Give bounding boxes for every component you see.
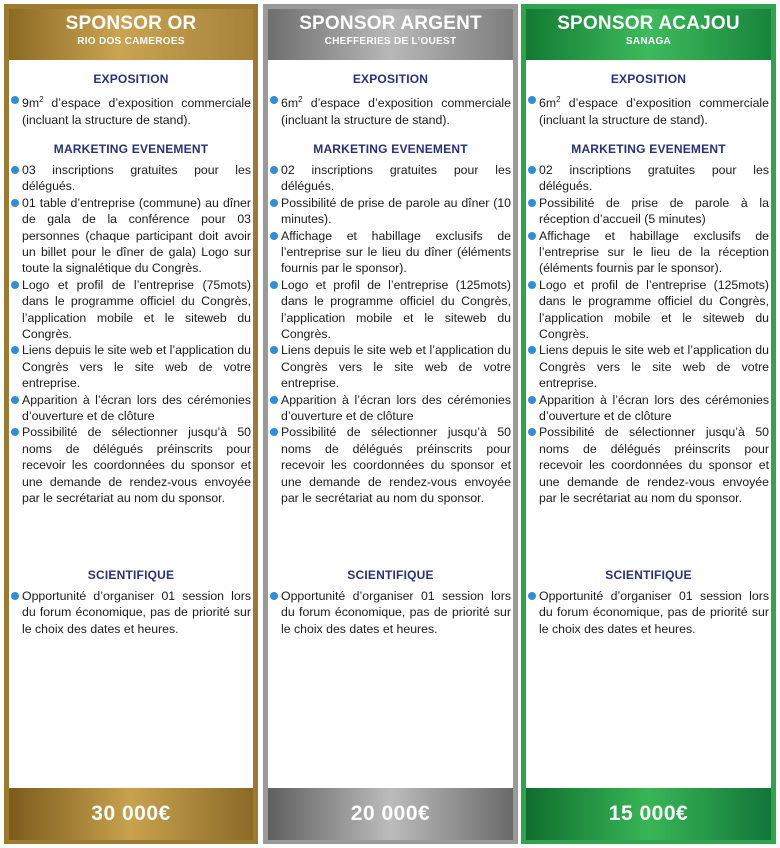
list-item-text: Liens depuis le site web et l’application du Congrès vers le site web de votre entreprise. xyxy=(539,343,769,391)
section-heading-marketing: MARKETING EVENEMENT xyxy=(571,141,726,156)
list-item-text: Possibilité de prise de parole au dîner (10 minutes). xyxy=(281,195,511,227)
bullet-icon xyxy=(528,199,536,207)
bullet-icon xyxy=(528,592,536,600)
sponsor-card-acajou xyxy=(521,4,776,844)
list-item xyxy=(270,92,511,128)
exposition-list xyxy=(528,92,769,128)
list-item-text: Logo et profil de l’entreprise (75mots) dans le programme officiel du Congrès, l’application mobile et le siteweb du Congrès. xyxy=(22,277,251,341)
card-header xyxy=(268,9,513,60)
list-item-text: Opportunité d’organiser 01 session lors du forum économique, pas de priorité sur le choix des dates et heures. xyxy=(22,588,251,636)
list-item xyxy=(528,277,769,343)
list-item-text: 02 inscriptions gratuites pour les délégués. xyxy=(539,162,769,194)
bullet-icon xyxy=(528,346,536,354)
bullet-icon xyxy=(270,166,278,174)
list-item xyxy=(270,392,511,425)
expo-size: 9m xyxy=(22,96,40,111)
list-item xyxy=(270,588,511,637)
list-item-text: Possibilité de prise de parole à la réception d’accueil (5 minutes) xyxy=(539,195,769,227)
bullet-icon xyxy=(11,96,19,104)
bullet-icon xyxy=(270,396,278,404)
list-item-text: Affichage et habillage exclusifs de l’entreprise sur le lieu de la réception (éléments fournis par le sponsor). xyxy=(539,228,769,276)
list-item xyxy=(270,162,511,195)
list-item xyxy=(11,195,251,277)
expo-size-unit: 2 xyxy=(39,95,44,104)
expo-size: 6m xyxy=(539,96,557,111)
list-item xyxy=(11,92,251,128)
section-heading-scientifique: SCIENTIFIQUE xyxy=(605,567,692,582)
list-item xyxy=(11,277,251,343)
scientifique-list xyxy=(270,588,511,637)
list-item-text: Apparition à l’écran lors des cérémonies d’ouverture et de clôture xyxy=(22,392,251,423)
list-item xyxy=(528,162,769,195)
sponsor-card-or xyxy=(4,4,258,844)
sponsor-card-argent xyxy=(263,4,518,844)
section-heading-exposition: EXPOSITION xyxy=(610,72,687,86)
list-item xyxy=(11,342,251,391)
list-item-text: Possibilité de sélectionner jusqu’à 50 noms de délégués préinscrits pour recevoir les coordonnées du sponsor et une demande de rendez-vous envoyée par le secrétariat au nom du sponsor. xyxy=(22,425,251,506)
list-item-text: Liens depuis le site web et l’application du Congrès vers le site web de votre entreprise. xyxy=(281,343,511,391)
marketing-list xyxy=(270,162,511,568)
bullet-icon xyxy=(270,199,278,207)
expo-size-unit: 2 xyxy=(556,95,561,104)
bullet-icon xyxy=(528,232,536,240)
bullet-icon xyxy=(528,96,536,104)
list-item xyxy=(11,424,251,506)
list-item-text: 03 inscriptions gratuites pour les délégués. xyxy=(22,162,251,194)
bullet-icon xyxy=(11,428,19,436)
list-item-text: Opportunité d’organiser 01 session lors du forum économique, pas de priorité sur le choix des dates et heures. xyxy=(281,588,511,636)
list-item-text: Affichage et habillage exclusifs de l’entreprise sur le lieu du dîner (éléments fournis par le sponsor). xyxy=(281,228,511,276)
section-heading-marketing: MARKETING EVENEMENT xyxy=(313,141,468,156)
marketing-list xyxy=(528,162,769,568)
expo-text: d’espace d’exposition commerciale (incluant la structure de stand). xyxy=(22,96,251,127)
list-item xyxy=(270,228,511,277)
exposition-list xyxy=(270,92,511,128)
bullet-icon xyxy=(270,592,278,600)
card-body xyxy=(526,60,771,788)
list-item-text: Apparition à l’écran lors des cérémonies d’ouverture et de clôture xyxy=(281,392,511,423)
list-item-text: 02 inscriptions gratuites pour les délégués. xyxy=(281,162,511,194)
bullet-icon xyxy=(270,232,278,240)
card-title: SPONSOR OR xyxy=(65,13,197,34)
bullet-icon xyxy=(528,396,536,404)
expo-text: d’espace d’exposition commerciale (incluant la structure de stand). xyxy=(281,96,511,127)
bullet-icon xyxy=(270,96,278,104)
list-item xyxy=(528,195,769,228)
scientifique-list xyxy=(528,588,769,637)
section-heading-scientifique: SCIENTIFIQUE xyxy=(347,567,434,582)
card-body xyxy=(268,60,513,788)
price-banner: 30 000€ xyxy=(9,788,253,840)
section-heading-exposition: EXPOSITION xyxy=(352,72,429,86)
list-item xyxy=(11,162,251,195)
list-item-text: 01 table d’entreprise (commune) au dîner de gala de la conférence pour 03 personnes (chaque participant doit avoir un billet pour le dîner de gala) Logo sur toute la signalétique du Congrès. xyxy=(22,195,251,276)
expo-size-unit: 2 xyxy=(298,95,303,104)
list-item xyxy=(528,92,769,128)
bullet-icon xyxy=(11,592,19,600)
price-banner: 20 000€ xyxy=(268,788,513,840)
bullet-icon xyxy=(528,281,536,289)
list-item-text: Liens depuis le site web et l’application du Congrès vers le site web de votre entreprise. xyxy=(22,343,252,391)
bullet-icon xyxy=(528,166,536,174)
card-subtitle: CHEFFERIES DE L’OUEST xyxy=(324,36,457,47)
list-item xyxy=(270,277,511,343)
price-banner: 15 000€ xyxy=(526,788,771,840)
card-subtitle: RIO DOS CAMEROES xyxy=(77,36,185,47)
card-body xyxy=(9,60,253,788)
card-header xyxy=(526,9,771,60)
list-item xyxy=(11,392,251,425)
bullet-icon xyxy=(270,346,278,354)
exposition-list xyxy=(11,92,251,128)
bullet-icon xyxy=(11,199,19,207)
list-item-text: Logo et profil de l’entreprise (125mots) dans le programme officiel du Congrès, l’application mobile et le siteweb du Congrès. xyxy=(539,277,769,341)
card-title: SPONSOR ACAJOU xyxy=(557,13,740,34)
list-item-text: Logo et profil de l’entreprise (125mots) dans le programme officiel du Congrès, l’application mobile et le siteweb du Congrès. xyxy=(281,277,511,341)
list-item xyxy=(528,588,769,637)
marketing-list xyxy=(11,162,251,568)
bullet-icon xyxy=(11,281,19,289)
section-heading-scientifique: SCIENTIFIQUE xyxy=(87,567,175,582)
card-title: SPONSOR ARGENT xyxy=(299,13,482,34)
expo-size: 6m xyxy=(281,96,299,111)
list-item-text: Possibilité de sélectionner jusqu’à 50 noms de délégués préinscrits pour recevoir les coordonnées du sponsor et une demande de rendez-vous envoyée par le secrétariat au nom du sponsor. xyxy=(281,425,511,506)
bullet-icon xyxy=(270,428,278,436)
list-item xyxy=(528,424,769,506)
bullet-icon xyxy=(11,346,19,354)
list-item xyxy=(270,424,511,506)
list-item xyxy=(528,392,769,425)
list-item xyxy=(270,195,511,228)
list-item xyxy=(528,342,769,391)
bullet-icon xyxy=(270,281,278,289)
list-item xyxy=(528,228,769,277)
bullet-icon xyxy=(528,428,536,436)
list-item xyxy=(270,342,511,391)
section-heading-exposition: EXPOSITION xyxy=(93,72,169,86)
list-item-text: Opportunité d’organiser 01 session lors du forum économique, pas de priorité sur le choix des dates et heures. xyxy=(539,588,769,636)
list-item xyxy=(11,588,251,637)
list-item-text: Apparition à l’écran lors des cérémonies d’ouverture et de clôture xyxy=(539,392,769,423)
bullet-icon xyxy=(11,396,19,404)
scientifique-list xyxy=(11,588,251,637)
bullet-icon xyxy=(11,166,19,174)
card-subtitle: SANAGA xyxy=(625,36,672,47)
expo-text: d’espace d’exposition commerciale (incluant la structure de stand). xyxy=(539,96,769,127)
section-heading-marketing: MARKETING EVENEMENT xyxy=(53,141,209,156)
card-header xyxy=(9,9,253,60)
list-item-text: Possibilité de sélectionner jusqu’à 50 noms de délégués préinscrits pour recevoir les coordonnées du sponsor et une demande de rendez-vous envoyée par le secrétariat au nom du sponsor. xyxy=(539,425,769,506)
